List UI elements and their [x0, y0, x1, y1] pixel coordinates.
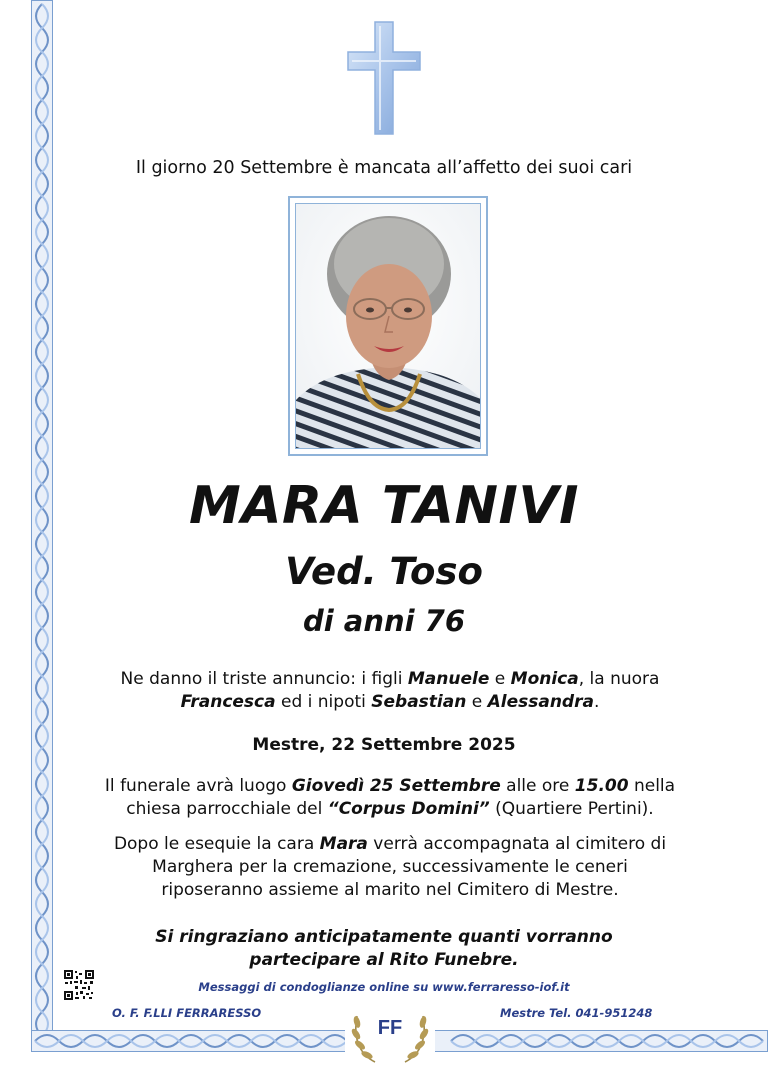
- agency-name: O. F. F.LLI FERRARESSO: [112, 1006, 262, 1020]
- thanks-text: [0, 926, 768, 972]
- cremation-paragraph: Dopo le esequie la cara Mara verrà accompagnata al cimitero di Marghera per la cremazione, successivamente le ceneri riposeranno assieme al marito nel Cimitero di Mestre.: [113, 834, 667, 900]
- portrait-photo-frame: [288, 196, 488, 456]
- place-date: Mestre, 22 Settembre 2025: [252, 735, 516, 755]
- deceased-name: MARA TANIVI: [188, 476, 579, 536]
- funeral-paragraph: Il funerale avrà luogo Giovedì 25 Settembre alle ore 15.00 nella chiesa parrocchiale del “Corpus Domini” (Quartiere Pertini).: [104, 776, 676, 819]
- condolences-link[interactable]: Messaggi di condoglianze online su www.ferraresso-iof.it: [198, 980, 570, 994]
- agency-phone: Mestre Tel. 041-951248: [500, 1006, 653, 1020]
- thanks-line-2: partecipare al Rito Funebre.: [249, 950, 519, 970]
- cross-icon: [346, 20, 422, 136]
- intro-text: Il giorno 20 Settembre è mancata all’affetto dei suoi cari: [135, 158, 633, 178]
- announcement-paragraph: Ne danno il triste annuncio: i figli Manuele e Monica, la nuora Francesca ed i nipoti Sebastian e Alessandra.: [120, 669, 660, 712]
- portrait-photo: [296, 204, 481, 449]
- logo-text: FF: [377, 1017, 403, 1039]
- thanks-line-1: Si ringraziano anticipatamente quanti vorranno: [155, 927, 613, 947]
- deceased-age: di anni 76: [302, 604, 466, 638]
- widow-of: Ved. Toso: [285, 550, 483, 593]
- agency-logo-icon: [345, 998, 435, 1068]
